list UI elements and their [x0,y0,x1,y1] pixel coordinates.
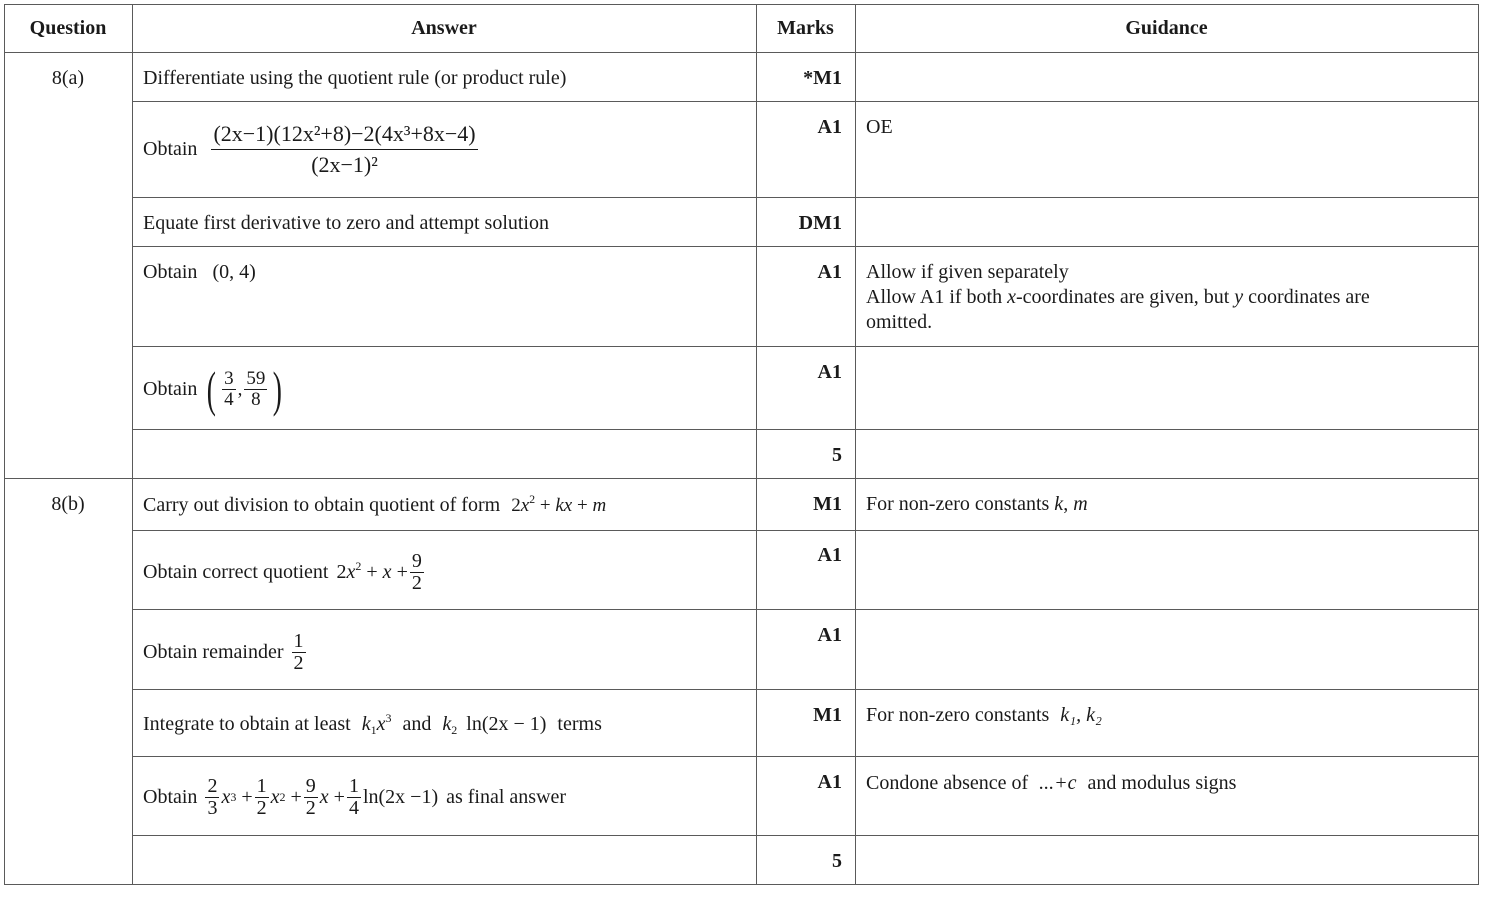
guidance-text [866,492,1088,517]
guidance-text: Allow if given separately [866,261,1069,283]
right-paren: ) [273,361,283,417]
table-border-bottom [4,884,1479,885]
fraction-denominator: 2 [305,796,316,819]
remainder-fraction [292,631,306,674]
answer-text: and [402,713,432,735]
fraction-numerator: 9 [305,774,316,797]
table-border-left [4,4,5,885]
fraction-numerator: 1 [348,774,359,797]
comma: , [237,378,243,400]
guidance-text [866,285,1370,310]
obtain-label: Obtain [143,377,198,400]
guidance-fragment: and modulus signs [1087,772,1237,794]
guidance-variable: k [1054,493,1064,515]
fraction-denominator: 2 [293,651,304,674]
guidance-variable: x [1007,286,1017,308]
column-divider [132,4,133,885]
question-label: 8(a) [51,67,85,89]
table-border-right [1478,4,1479,885]
column-divider [855,4,856,885]
fraction-numerator: 9 [411,549,422,572]
row-divider [132,756,1479,757]
mark-value: *M1 [803,67,842,89]
header-marks: Marks [777,17,834,39]
fraction-numerator: 3 [224,367,234,389]
fraction-denominator: 4 [348,796,359,819]
obtain-label: Obtain [143,261,198,283]
answer-text: Differentiate using the quotient rule (or product rule) [143,67,567,89]
row-divider [132,835,1479,836]
section-divider [4,478,1479,479]
guidance-fragment: For non-zero constants [866,704,1050,726]
x-variable: x [221,785,231,808]
fraction-denominator: 4 [224,388,234,410]
answer-final: Obtain $\frac{2}{3}$ x 3 + $\frac{1}{2}$ x 2 + $\frac{9}{2}$ x + $\frac{1}{4}$ ln(2x −1) as final answer [143,774,567,819]
quotient-fraction [410,551,424,594]
row-divider [132,689,1479,690]
derivative-denominator: (2x−1)² [211,149,477,176]
answer-text: Carry out division to obtain quotient of form [143,494,501,516]
term-k1x3: $k_1x^3$ [361,711,392,737]
derivative-numerator: (2x−1)(12x²+8)−2(4x³+8x−4) [213,121,476,147]
mark-value: A1 [817,544,842,566]
answer-quotient [143,542,426,602]
answer-division [143,493,606,518]
obtain-label: Obtain [143,785,198,808]
mark-value: A1 [817,624,842,646]
mark-total: 5 [832,444,842,466]
row-divider [132,530,1479,531]
mark-value: A1 [817,771,842,793]
guidance-fragment: , [1063,493,1074,515]
guidance-fragment: For non-zero constants [866,493,1055,515]
derivative-fraction [211,122,477,175]
guidance-text: OE [866,116,893,138]
answer-integration [143,712,602,737]
log-term: ln(2x −1) [362,785,439,808]
row-divider [132,101,1479,102]
row-divider [132,346,1479,347]
answer-text: as final answer [446,785,567,808]
obtain-label: Obtain [143,137,198,160]
x-variable: x [319,785,329,808]
fraction-denominator: 2 [411,571,422,594]
header-question: Question [29,17,107,39]
coordinate-fraction [222,369,236,410]
mark-value: A1 [817,116,842,138]
header-divider [4,52,1479,53]
fraction-denominator: 8 [244,389,267,410]
guidance-fragment: Allow A1 if both [866,286,1008,308]
guidance-fragment: coordinates are [1243,286,1370,308]
guidance-fragment: -coordinates are given, but [1016,286,1235,308]
answer-text: Obtain remainder [143,640,284,663]
point-value: (0, 4) [212,261,256,283]
mark-value: M1 [813,493,842,515]
mark-value: A1 [817,361,842,383]
coefficient-fraction [304,776,318,819]
mark-scheme-table [4,4,1479,885]
quotient-form: $2x^2$ + kx + m [511,492,607,516]
term-k2: $k_2$ [442,713,458,737]
mark-total: 5 [832,850,842,872]
coefficient-fraction [205,776,219,819]
fraction-numerator: 59 [246,367,266,389]
guidance-text: omitted. [866,311,933,333]
answer-derivative [143,114,480,184]
coefficient-fraction [255,776,269,819]
guidance-variable: k₁, k₂ [1060,704,1102,726]
constant-of-integration: ...+c [1039,772,1077,794]
header-guidance: Guidance [1125,17,1208,39]
row-divider [132,197,1479,198]
row-divider [132,246,1479,247]
guidance-text [866,771,1236,796]
question-label: 8(b) [51,493,85,515]
log-term: ln(2x − 1) [466,713,547,735]
header-answer: Answer [411,17,477,39]
row-divider [132,609,1479,610]
left-paren: ( [207,361,217,417]
answer-text: Integrate to obtain at least [143,713,351,735]
answer-text: terms [557,713,602,735]
table-border-top [4,4,1479,5]
answer-text: Equate first derivative to zero and attempt solution [143,212,549,234]
mark-value: M1 [813,704,842,726]
answer-stationary-point [143,260,256,285]
answer-stationary-point [143,354,286,424]
answer-remainder [143,622,308,682]
fraction-denominator: 2 [256,796,267,819]
mark-value: A1 [817,261,842,283]
guidance-fragment: Condone absence of [866,772,1029,794]
mark-value: DM1 [798,212,842,234]
fraction-numerator: 2 [207,774,218,797]
guidance-variable: m [1073,493,1088,515]
answer-text: Obtain correct quotient [143,560,329,583]
fraction-numerator: 1 [293,629,304,652]
fraction-denominator: 3 [207,796,218,819]
coordinate-fraction [244,369,267,410]
coefficient-fraction [347,776,361,819]
guidance-variable: y [1234,286,1244,308]
guidance-text [866,703,1102,728]
quotient-expression: $2x^2 + x$ + [336,558,408,583]
x-variable: x [270,785,280,808]
row-divider [132,429,1479,430]
fraction-numerator: 1 [256,774,267,797]
